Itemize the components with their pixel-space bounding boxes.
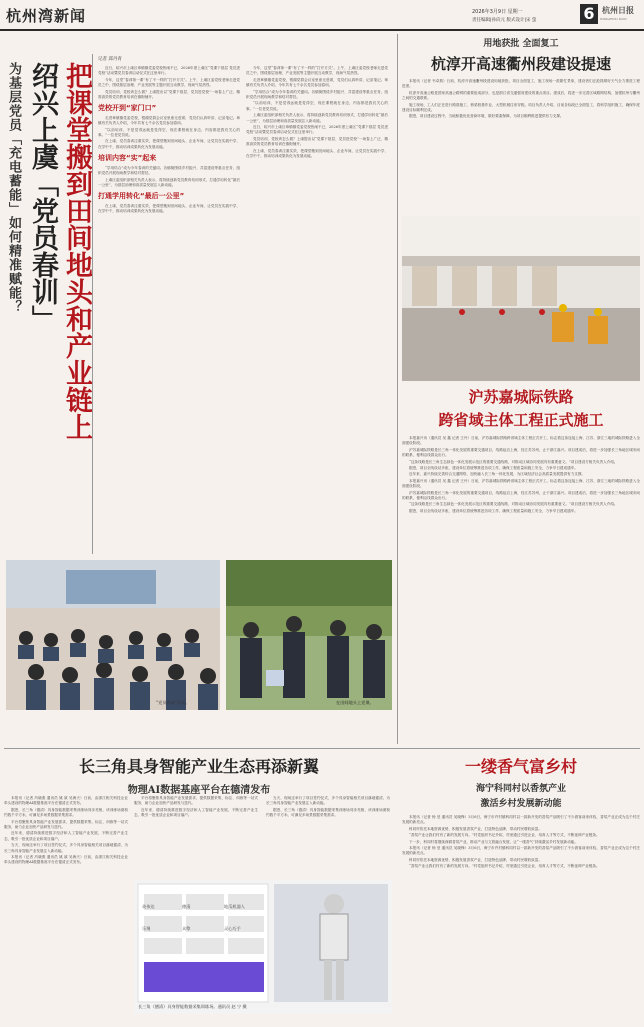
ai-para: 近年来，德清持续推进数字经济和人工智能产业发展，不断完善产业生态，吸引一批优质企业和项目落户。 bbox=[134, 807, 258, 818]
photo-meeting bbox=[6, 560, 220, 710]
lead-para: 走进章镇镇党委党校，银湖党群会议室里座无虚席，党员们认真听讲、记录笔记。章镇有关负责人介绍，今年共有七千余名党员参加春训。 bbox=[98, 115, 240, 126]
lead-para: 今年，这堂“春训第一课”有了不一样的“打开方式”。上午，上虞区委党校老师走进党员之中，围绕基层治理、产业发展等主题开展互动教学，现场气氛热烈。 bbox=[98, 77, 240, 88]
railway-title-2: 跨省域主体工程正式施工 bbox=[438, 411, 604, 429]
lead-para: “以前培训，不是觉得远就是觉得空，现在课程就在身边，内容都是我们关心的事。”一位老党员说。 bbox=[246, 101, 388, 111]
section-title: 杭州湾新闻 bbox=[6, 7, 87, 25]
lead-para: 走进章镇镇党委党校，银湖党群会议室里座无虚席，党员们认真听讲、记录笔记。章镇有关负责人介绍，今年共有七千余名党员参加春训。 bbox=[246, 77, 388, 88]
lead-column-1 bbox=[98, 66, 240, 542]
lead-para: 近日，绍兴市上虞区章镇镇党委党校热闹不已，2026年度上虞区“党课下基层 党员进党校”活动暨党员春训启动仪式在这里举行。 bbox=[246, 125, 388, 135]
lead-para: 在上虞，党员春训注重实效，把课堂搬到田间地头、企业车间，让党员在实践中学、在学中干，推动培训成果转化为发展动能。 bbox=[98, 203, 240, 214]
railway-para: 沪苏嘉城际铁路是长三角一体化发展的重要交通项目，线路起自上海，经江苏苏州，止于浙江嘉兴。项目建成后，将进一步加强长三角地区城市间的联系，便利沿线群众出行。 bbox=[402, 490, 640, 501]
lead-para: 在上虞，党员春训注重实效，把课堂搬到田间地头、企业车间，让党员在实践中学、在学中干，推动培训成果转化为发展动能。 bbox=[98, 139, 240, 149]
railway-title-1: 沪苏嘉城际铁路 bbox=[468, 388, 574, 406]
logo-item: 德清 bbox=[182, 904, 191, 909]
railway-para: 据悉，项目全线设站多座，建设单位将统筹推进各项工作，确保工程质量和施工安全，力争早日建成通车。 bbox=[409, 508, 578, 513]
lead-section-heading: 党校开到“家门口” bbox=[98, 104, 157, 113]
fragrance-para: 本报讯（记者 杨 莹 通讯员 吴晓锋）3月6日，海宁市许村镇科同村以一款新开发的香氛产品吸引了不少游客前来体验，香氛产业正成为这个村庄发展的新亮点。 bbox=[402, 846, 640, 856]
photo-field bbox=[226, 560, 392, 710]
paper-logo: 杭州日报 bbox=[602, 5, 634, 15]
lead-section-heading: 培训内容“实”起来 bbox=[98, 154, 157, 163]
fragrance-body bbox=[402, 815, 640, 1027]
fragrance-para: 科同村依托本地资源优势，积极发展香氛产业，打造特色品牌，带动村民增收致富。 bbox=[409, 857, 542, 862]
lead-para: 近日，绍兴市上虞区章镇镇党委党校热闹不已，2026年度上虞区“党课下基层 党员进党校”活动暨党员春训启动仪式在这里举行。 bbox=[98, 66, 240, 76]
logo-item: 众擎 bbox=[182, 926, 191, 931]
lead-column-2 bbox=[246, 66, 388, 542]
section-rule bbox=[4, 748, 640, 749]
lead-para: 上虞区委组织部相关负责人表示，将持续创新党员教育培训形式，打通学用转化“最后一公里”，为基层治理和高质量发展注入新动能。 bbox=[98, 177, 240, 187]
fragrance-subtitle-2: 激活乡村发展新动能 bbox=[480, 799, 562, 809]
masthead bbox=[0, 0, 644, 30]
highway-title: 杭淳开高速衢州段建设提速 bbox=[430, 55, 611, 73]
column-rule bbox=[397, 34, 398, 744]
logo-item: 灵心巧手 bbox=[224, 926, 241, 931]
ai-para: 近年来，德清持续推进数字经济和人工智能产业发展，不断完善产业生态，吸引一批优质企业和项目落户。 bbox=[4, 831, 128, 841]
lead-reporter: 记者 邱丹青 bbox=[98, 57, 122, 62]
header-rule bbox=[0, 29, 644, 31]
lead-story bbox=[0, 34, 394, 554]
logo-item: 地瓜机器人 bbox=[224, 904, 245, 909]
meeting-photo-image bbox=[6, 560, 220, 710]
ai-caption: 长三角（德清）具身智能数据采集训练场。通讯员 赵 宁 摄 bbox=[138, 1004, 247, 1009]
railway-para: 本报嘉兴讯（通讯员 吴 鑫 记者 王丹）日前，沪苏嘉城际铁路跨省域主体工程正式开工，标志着这条连接上海、江苏、浙江三地的城际铁路进入全面建设阶段。 bbox=[402, 478, 640, 489]
lead-para: “以前培训，不是觉得远就是觉得空，现在课程就在身边，内容都是我们关心的事。”一位老党员说。 bbox=[98, 127, 240, 138]
lead-title-1: 把课堂搬到田间地头和产业链上 bbox=[61, 62, 92, 440]
ai-para: 本报讯（记者 冯晓燕 通讯员 姚 斌 吴海天）日前，由浙江相关科技企业牵头建设的物理AI数据基座平台在德清正式发布。 bbox=[4, 796, 128, 806]
paper-en: HANGZHOU DAILY bbox=[600, 17, 627, 21]
fragrance-subtitle-1: 海宁科同村以香氛产业 bbox=[475, 784, 566, 794]
lead-para: 在上虞，党员春训注重实效，把课堂搬到田间地头、企业车间，让党员在实践中学、在学中干，推动培训成果转化为发展动能。 bbox=[246, 148, 388, 159]
page-number bbox=[580, 4, 598, 24]
story-fragrance bbox=[402, 754, 640, 1020]
ai-para: 本报讯（记者 冯晓燕 通讯员 姚 斌 吴海天）日前，由浙江相关科技企业牵头建设的物理AI数据基座平台在德清正式发布。 bbox=[4, 855, 128, 865]
highway-photo bbox=[402, 216, 640, 381]
lead-para: “学用结合”成为今年春训的关键词。各镇街围绕乡村振兴、共富建设等重点任务，组织党员开展现场教学和结对帮扶。 bbox=[98, 165, 240, 176]
ai-para: 平台将聚焦具身智能产业发展需求，提供数据采集、标注、训练等一站式服务，助力企业加快产品研发与迭代。 bbox=[134, 796, 258, 806]
fragrance-para: 下一步，科同村将继续深耕香氛产业，推动产业与文旅融合发展，让“一缕香气”持续激活乡村发展新动能。 bbox=[409, 839, 578, 844]
lead-para: 党员培训，党校该怎么做？上虞提出以“党课下基层、党员进党校”一场春上广泛、精准高效的党员教育培训在镇街铺开。 bbox=[98, 89, 240, 100]
lead-section-heading: 打通学用转化“最后一公里” bbox=[98, 192, 185, 201]
editor-line: 责任编辑|孙向元 版式设计|宋 萤 bbox=[472, 18, 537, 23]
ai-para: 当天，现场还举行了项目签约仪式，多个具身智能相关项目落地德清，为长三角具身智能产业发展注入新动能。 bbox=[4, 843, 128, 853]
date-line: 2026年3月9日 星期一 bbox=[472, 9, 523, 15]
railway-para: “这条线路是长三角生态绿色一体化发展示范区的重要交通线路，对推动区域协同发展具有重要意义。”项目建设方相关负责人介绍。 bbox=[409, 502, 618, 507]
highway-body bbox=[402, 79, 640, 205]
lead-para: “学用结合”成为今年春训的关键词。各镇街围绕乡村振兴、共富建设等重点任务，组织党员开展现场教学和结对帮扶。 bbox=[246, 89, 388, 100]
ai-para: 据悉，长三角（德清）具身智能数据采集训练场同步亮相，该训练场面积约数千平方米，可满足多场景数据采集需求。 bbox=[4, 807, 128, 818]
photo-caption: 在田间地头上党课。 bbox=[336, 700, 374, 705]
railway-para: 本报嘉兴讯（通讯员 吴 鑫 记者 王丹）日前，沪苏嘉城际铁路跨省域主体工程正式开工，标志着这条连接上海、江苏、浙江三地的城际铁路进入全面建设阶段。 bbox=[402, 436, 640, 446]
story-embodied-ai bbox=[4, 754, 394, 1020]
lead-divider bbox=[92, 54, 93, 554]
ai-photo bbox=[134, 880, 392, 1014]
lead-para: 党员培训，党校该怎么做？上虞提出以“党课下基层、党员进党校”一场春上广泛、精准高效的党员教育培训在镇街铺开。 bbox=[246, 136, 388, 147]
highway-para: 本报讯（记者 韦卓燕）日前，杭淳开高速衢州段建设用地获批，项目全面复工，施工现场一派繁忙景象，建设者们正抢抓晴好天气全力推进工程进度。 bbox=[402, 79, 640, 89]
logo-item: 英伟达 bbox=[142, 904, 155, 909]
ai-title: 长三角具身智能产业生态再添新翼 bbox=[78, 757, 319, 776]
highway-para: 杭淳开高速公路是国家高速公路网的重要组成部分，也是浙江省交通强省建设的重点项目。建成后，将进一步完善区域路网结构，加强杭州与衢州之间的交通联系。 bbox=[402, 90, 640, 101]
lead-para: 上虞区委组织部相关负责人表示，将持续创新党员教育培训形式，打通学用转化“最后一公里”，为基层治理和高质量发展注入新动能。 bbox=[246, 113, 388, 123]
ai-para: 平台将聚焦具身智能产业发展需求，提供数据采集、标注、训练等一站式服务，助力企业加快产品研发与迭代。 bbox=[4, 819, 128, 830]
ai-para: 据悉，长三角（德清）具身智能数据采集训练场同步亮相，该训练场面积约数千平方米，可满足多场景数据采集需求。 bbox=[266, 807, 390, 818]
lead-title-2: 绍兴上虞「党员春训」 bbox=[27, 62, 58, 332]
lead-para: 今年，这堂“春训第一课”有了不一样的“打开方式”。上午，上虞区委党校老师走进党员之中，围绕基层治理、产业发展等主题开展互动教学，现场气氛热烈。 bbox=[246, 66, 388, 76]
field-photo-image bbox=[226, 560, 392, 710]
fragrance-para: 本报讯（记者 杨 莹 通讯员 吴晓锋）3月6日，海宁市许村镇科同村以一款新开发的香氛产品吸引了不少游客前来体验，香氛产业正成为这个村庄发展的新亮点。 bbox=[402, 815, 640, 825]
ai-subtitle: 物理AI数据基座平台在德清发布 bbox=[127, 785, 271, 796]
railway-para: 据悉，项目全线设站多座，建设单位将统筹推进各项工作，确保工程质量和施工安全，力争早日建成通车。 bbox=[409, 466, 578, 471]
highway-para: 施工现场，工人们正在进行路基施工、桥梁桩基作业，大型机械往来穿梭。项目负责人介绍，目前各标段已全面复工，将科学组织施工，确保年度建设目标顺利完成。 bbox=[402, 102, 640, 113]
ai-body-col3 bbox=[266, 796, 390, 876]
story-railway bbox=[402, 386, 640, 742]
ai-body-col1 bbox=[4, 796, 128, 1018]
fragrance-para: “香氛产业让我们村有了新的发展方向。”村党组织书记介绍，村里通过引进企业、培育人才等方式，不断延伸产业链条。 bbox=[409, 833, 600, 838]
fragrance-para: “香氛产业让我们村有了新的发展方向。”村党组织书记介绍，村里通过引进企业、培育人才等方式，不断延伸产业链条。 bbox=[409, 864, 600, 869]
ai-para: 当天，现场还举行了项目签约仪式，多个具身智能相关项目落地德清，为长三角具身智能产业发展注入新动能。 bbox=[266, 796, 390, 806]
lead-subtitle: 为基层党员「充电蓄能」如何精准赋能？ bbox=[6, 62, 21, 314]
railway-para: 近年来，嘉兴持续完善综合交通网络，加快融入长三角一体化发展，为区域经济社会高质量发展提供有力支撑。 bbox=[409, 472, 586, 477]
logo-item: 乐聚 bbox=[142, 926, 151, 931]
railway-body bbox=[402, 436, 640, 734]
photo-caption: “党员春训”活动。 bbox=[156, 700, 190, 705]
highway-para: 据悉，项目建设过程中，当地积极优化营商环境，做好要素保障，为项目顺利推进提供有力支撑。 bbox=[409, 114, 564, 119]
story-highway bbox=[402, 36, 640, 381]
ai-body-col2 bbox=[134, 796, 258, 876]
fragrance-title: 一缕香气富乡村 bbox=[464, 757, 577, 776]
highway-kicker: 用地获批 全面复工 bbox=[483, 39, 559, 49]
page-number-text: 6 bbox=[583, 4, 595, 23]
logo-list bbox=[142, 896, 266, 940]
fragrance-para: 科同村依托本地资源优势，积极发展香氛产业，打造特色品牌，带动村民增收致富。 bbox=[409, 826, 542, 831]
railway-para: “这条线路是长三角生态绿色一体化发展示范区的重要交通线路，对推动区域协同发展具有重要意义。”项目建设方相关负责人介绍。 bbox=[409, 459, 618, 464]
railway-para: 沪苏嘉城际铁路是长三角一体化发展的重要交通项目，线路起自上海，经江苏苏州，止于浙江嘉兴。项目建成后，将进一步加强长三角地区城市间的联系，便利沿线群众出行。 bbox=[402, 447, 640, 458]
